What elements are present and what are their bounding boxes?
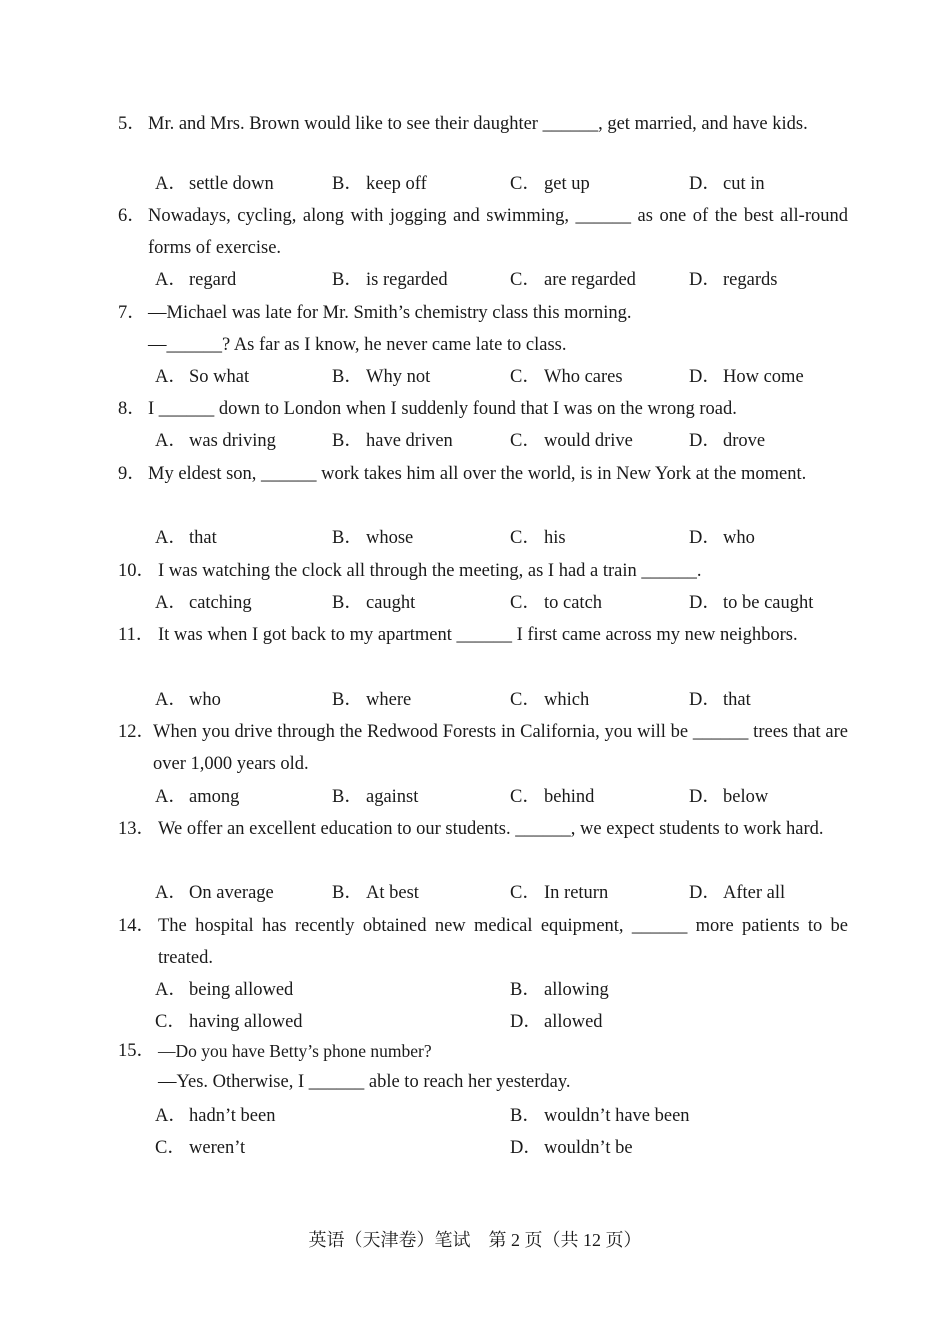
- question-number: 8．: [118, 399, 146, 419]
- options-14-row-1: [155, 974, 855, 1006]
- option-a: A． who: [155, 690, 221, 710]
- option-c: C． having allowed: [155, 1012, 303, 1032]
- option-c: C． to catch: [510, 593, 603, 613]
- question-number: 13．: [118, 819, 156, 839]
- option-d: D． allowed: [510, 1012, 603, 1032]
- option-b: B． whose: [332, 528, 414, 548]
- option-b: B． wouldn’t have been: [510, 1106, 690, 1126]
- options-5: [155, 168, 855, 200]
- question-number: 9．: [118, 464, 146, 484]
- option-c: C． are regarded: [510, 270, 636, 290]
- dialogue-line-2: —Yes. Otherwise, I ______ able to reach her yesterday.: [158, 1072, 571, 1092]
- options-9: [155, 522, 855, 554]
- option-d: D． drove: [689, 431, 766, 451]
- question-text: It was when I got back to my apartment ______ I first came across my new neighbors.: [158, 625, 798, 645]
- dialogue-line-1: —Michael was late for Mr. Smith’s chemistry class this morning.: [148, 303, 632, 323]
- options-7: [155, 361, 855, 393]
- question-text: When you drive through the Redwood Forests in California, you will be ______ trees that are over 1,000 years old.: [153, 722, 848, 774]
- option-d: D． wouldn’t be: [510, 1138, 633, 1158]
- question-9: [118, 458, 848, 490]
- option-c: C． which: [510, 690, 590, 710]
- dialogue-line-1: —Do you have Betty’s phone number?: [158, 1041, 432, 1061]
- options-15-row-2: [155, 1132, 855, 1164]
- option-c: C． Who cares: [510, 367, 623, 387]
- question-number: 11．: [118, 625, 155, 645]
- question-12: [118, 716, 848, 780]
- question-15: [118, 1036, 848, 1098]
- options-15-row-1: [155, 1100, 855, 1132]
- option-b: B． caught: [332, 593, 416, 613]
- question-text: Mr. and Mrs. Brown would like to see their daughter ______, get married, and have kids.: [148, 114, 808, 134]
- question-14: [118, 910, 848, 974]
- question-number: 7．: [118, 303, 146, 323]
- question-number: 6．: [118, 206, 146, 226]
- options-11: [155, 684, 855, 716]
- option-c: C． behind: [510, 787, 595, 807]
- question-number: 14．: [118, 916, 156, 936]
- option-b: B． allowing: [510, 980, 609, 1000]
- option-c: C． In return: [510, 883, 609, 903]
- question-5: [118, 108, 848, 140]
- option-c: C． his: [510, 528, 566, 548]
- option-a: A． So what: [155, 367, 250, 387]
- option-d: D． that: [689, 690, 751, 710]
- options-8: [155, 425, 855, 457]
- option-c: C． get up: [510, 174, 590, 194]
- option-a: A． among: [155, 787, 240, 807]
- option-b: B． At best: [332, 883, 419, 903]
- question-11: [118, 619, 848, 651]
- options-6: [155, 264, 855, 296]
- option-d: D． regards: [689, 270, 778, 290]
- option-d: D． to be caught: [689, 593, 814, 613]
- question-text: We offer an excellent education to our students. ______, we expect students to work hard.: [158, 819, 824, 839]
- option-a: A． catching: [155, 593, 252, 613]
- option-d: D． who: [689, 528, 755, 548]
- option-b: B． is regarded: [332, 270, 448, 290]
- question-13: [118, 813, 848, 845]
- option-d: D． How come: [689, 367, 804, 387]
- option-d: D． below: [689, 787, 769, 807]
- option-c: C． weren’t: [155, 1138, 246, 1158]
- option-a: A． was driving: [155, 431, 276, 451]
- options-10: [155, 587, 855, 619]
- option-b: B． where: [332, 690, 412, 710]
- page-footer: 英语（天津卷）笔试 第 2 页（共 12 页）: [308, 1230, 642, 1250]
- option-a: A． being allowed: [155, 980, 294, 1000]
- option-a: A． that: [155, 528, 217, 548]
- option-a: A． regard: [155, 270, 237, 290]
- question-text: Nowadays, cycling, along with jogging and swimming, ______ as one of the best all-round forms of exercise.: [148, 206, 848, 258]
- question-6: [118, 200, 848, 264]
- options-14-row-2: [155, 1006, 855, 1038]
- option-a: A． hadn’t been: [155, 1106, 276, 1126]
- options-12: [155, 781, 855, 813]
- option-a: A． On average: [155, 883, 274, 903]
- option-c: C． would drive: [510, 431, 633, 451]
- option-a: A． settle down: [155, 174, 274, 194]
- option-b: B． against: [332, 787, 419, 807]
- option-d: D． cut in: [689, 174, 765, 194]
- question-number: 12．: [118, 722, 156, 742]
- option-b: B． have driven: [332, 431, 453, 451]
- question-7: [118, 297, 848, 361]
- question-text: The hospital has recently obtained new medical equipment, ______ more patients to be treated.: [158, 916, 848, 968]
- question-number: 10．: [118, 561, 156, 581]
- option-b: B． keep off: [332, 174, 427, 194]
- options-13: [155, 877, 855, 909]
- question-8: [118, 393, 848, 425]
- question-number: 15．: [118, 1041, 156, 1061]
- question-text: My eldest son, ______ work takes him all over the world, is in New York at the moment.: [148, 464, 807, 484]
- option-d: D． After all: [689, 883, 786, 903]
- question-text: I ______ down to London when I suddenly found that I was on the wrong road.: [148, 399, 737, 419]
- question-text: I was watching the clock all through the meeting, as I had a train ______.: [158, 561, 702, 581]
- question-number: 5．: [118, 114, 146, 134]
- dialogue-line-2: —______? As far as I know, he never came late to class.: [148, 335, 567, 355]
- question-10: [118, 555, 848, 587]
- option-b: B． Why not: [332, 367, 431, 387]
